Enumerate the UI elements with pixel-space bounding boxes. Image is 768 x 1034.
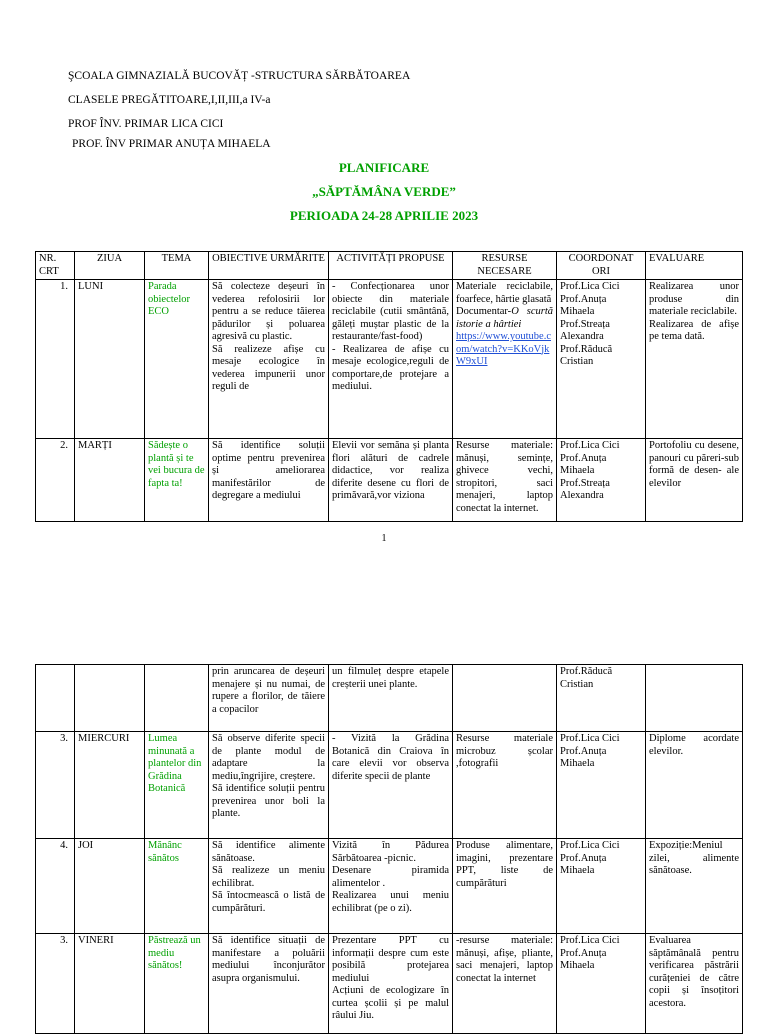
row-theme: Lumea minunată a plantelor din Grădina Botanică <box>145 732 209 839</box>
planning-table-page1 <box>35 251 743 522</box>
teacher-2: PROF. ÎNV PRIMAR ANUȚA MIHAELA <box>72 138 271 150</box>
table-row <box>36 280 743 439</box>
activity-item: Vizită în Pădurea Sărbătoarea -picnic. <box>332 840 449 864</box>
coordinator-name: Prof.Streața Alexandra <box>560 477 610 501</box>
row-theme: Parada obiectelor ECO <box>145 280 209 439</box>
resource-text: Produse alimentare, imagini, prezentare PPT, liste de cumpărături <box>456 840 553 889</box>
evaluation-item: Realizarea unor produse din materiale reciclabile. <box>649 281 739 317</box>
resource-text: -resurse materiale: mănuși, afișe, pliante, saci menajeri, laptop conectat la internet <box>456 935 553 984</box>
activity-item: Realizarea unui meniu echilibrat (pe o zi). <box>332 890 449 914</box>
row-activities <box>329 439 453 522</box>
row-theme: Sădește o plantă și te vei bucura de fapta ta! <box>145 439 209 522</box>
coordinator-name: Prof.Anuța Mihaela <box>560 293 607 317</box>
row-nr: 2. <box>36 439 75 522</box>
activity-item: Elevii vor semăna și planta flori alături de cadrele didactice, vor realiza diferite desene cu flori de primăvară,vor viziona <box>332 440 449 501</box>
row-day <box>75 665 145 732</box>
documentary-label: Documentar- <box>456 306 512 317</box>
row-day: MIERCURI <box>75 732 145 839</box>
objective-item: Să identifice alimente sănătoase. <box>212 840 325 864</box>
objective-item: Să identifice situații de manifestare a poluării mediului înconjurător asupra organismului. <box>212 935 325 984</box>
resource-text: Resurse materiale: mănuși, semințe, ghivece vechi, stropitori, saci menajeri, laptop conectat la internet. <box>456 440 553 514</box>
row-objectives <box>209 839 329 934</box>
evaluation-item: Portofoliu cu desene, panouri cu păreri-sub formă de desen- ale elevilor <box>649 440 739 489</box>
row-objectives <box>209 280 329 439</box>
objective-item: Să realizeze un meniu echilibrat. <box>212 865 325 889</box>
row-resources <box>453 280 557 439</box>
planning-table-page2 <box>35 664 743 1034</box>
row-objectives <box>209 934 329 1034</box>
coordinator-name: Prof.Lica Cici <box>560 935 620 946</box>
row-nr: 3. <box>36 934 75 1034</box>
row-theme: Păstrează un mediu sănătos! <box>145 934 209 1034</box>
table-row <box>36 934 743 1034</box>
activity-item: - Vizită la Grădina Botanică din Craiova în care elevii vor observa diferite specii de plante <box>332 733 449 782</box>
row-activities <box>329 934 453 1034</box>
row-day: LUNI <box>75 280 145 439</box>
row-coordinators <box>557 934 646 1034</box>
page-number: 1 <box>381 533 387 544</box>
coordinator-name: Prof.Răducă Cristian <box>560 666 613 690</box>
table-row <box>36 665 743 732</box>
row-nr: 1. <box>36 280 75 439</box>
row-day: MARȚI <box>75 439 145 522</box>
table-row <box>36 732 743 839</box>
col-header-ziua: ZIUA <box>75 252 145 280</box>
youtube-link[interactable]: https://www.youtube.com/watch?v=KKoVjkW9xUI <box>456 331 551 367</box>
objective-item: Să colecteze deșeuri în vederea refolosirii lor pentru a se reduce tăierea pădurilor și poluarea agresivă cu plastic. <box>212 281 325 342</box>
col-header-tema: TEMA <box>145 252 209 280</box>
activity-item: - Realizarea de afișe cu mesaje ecologice,reguli de comportare,de protejare a mediului. <box>332 343 449 392</box>
row-activities <box>329 839 453 934</box>
row-evaluation <box>646 839 743 934</box>
objective-item: Să identifice soluții optime pentru prevenirea și ameliorarea manifestărilor de degregare a mediului <box>212 440 325 501</box>
row-resources <box>453 665 557 732</box>
coordinator-name: Prof.Lica Cici <box>560 840 620 851</box>
row-objectives <box>209 665 329 732</box>
objective-item: Să identifice soluții pentru prevenirea unor boli la plante. <box>212 783 325 819</box>
row-objectives <box>209 439 329 522</box>
row-nr: 4. <box>36 839 75 934</box>
coordinator-name: Prof.Anuța Mihaela <box>560 852 607 876</box>
evaluation-item: Realizarea de afișe pe tema dată. <box>649 318 739 342</box>
row-nr <box>36 665 75 732</box>
row-evaluation <box>646 280 743 439</box>
classes-line: CLASELE PREGĂTITOARE,I,II,III,a IV-a <box>68 94 271 106</box>
activity-item: - Confecționarea unor obiecte din materiale reciclabile (cutii smântână, gălеți muștar plastic de la restaurante/fast-food) <box>332 281 449 342</box>
coordinator-name: Prof.Anuța Mihaela <box>560 745 607 769</box>
coordinator-name: Prof.Lica Cici <box>560 733 620 744</box>
table-row <box>36 839 743 934</box>
title-planificare: PLANIFICARE <box>338 160 430 175</box>
table-header-row <box>36 252 743 280</box>
evaluation-item: Expoziție:Meniul zilei, alimente sănătoase. <box>649 840 739 876</box>
resource-text: Materiale reciclabile, foarfece, hârtie glasată <box>456 281 553 305</box>
activity-item: Acțiuni de ecologizare în curtea școlii și pe malul râului Jiu. <box>332 985 449 1021</box>
row-objectives <box>209 732 329 839</box>
row-evaluation <box>646 732 743 839</box>
col-header-coordonatori: COORDONAT ORI <box>557 252 646 280</box>
teacher-1: PROF ÎNV. PRIMAR LICA CICI <box>68 118 224 130</box>
row-theme <box>145 665 209 732</box>
resource-text: Resurse materiale microbuz școlar ,fotografii <box>456 733 553 769</box>
objective-item: Să observe diferite specii de plante modul de adaptare la mediu,îngrijire, creștere. <box>212 733 325 782</box>
activity-item: Desenare piramida alimentelor . <box>332 865 449 889</box>
row-nr: 3. <box>36 732 75 839</box>
row-activities <box>329 665 453 732</box>
row-evaluation <box>646 934 743 1034</box>
col-header-nr: NR. CRT <box>36 252 75 280</box>
evaluation-item: Evaluarea săptămânală pentru verificarea păstrării curățeniei de către copii și însoțitori acestora. <box>649 935 739 1009</box>
row-coordinators <box>557 732 646 839</box>
coordinator-name: Prof.Streața Alexandra <box>560 318 610 342</box>
title-saptamana-verde: „SĂPTĂMÂNA VERDE” <box>312 184 456 199</box>
row-resources <box>453 732 557 839</box>
row-resources <box>453 839 557 934</box>
documentary-title: O scurtă istorie a hârtiei <box>456 306 553 330</box>
objective-item: Să întocmească o listă de cumpărături. <box>212 890 325 914</box>
col-header-activitati: ACTIVITĂȚI PROPUSE <box>329 252 453 280</box>
coordinator-name: Prof.Răducă Cristian <box>560 343 613 367</box>
col-header-evaluare: EVALUARE <box>646 252 743 280</box>
col-header-obiective: OBIECTIVE URMĂRITE <box>209 252 329 280</box>
row-coordinators <box>557 439 646 522</box>
coordinator-name: Prof.Anuța Mihaela <box>560 947 607 971</box>
row-activities <box>329 280 453 439</box>
activity-item: un filmuleț despre etapele creșterii unei plante. <box>332 666 449 690</box>
coordinator-name: Prof.Anuța Mihaela <box>560 452 607 476</box>
evaluation-item: Diplome acordate elevilor. <box>649 733 739 757</box>
row-evaluation <box>646 665 743 732</box>
objective-item: prin aruncarea de deșeuri menajere și nu numai, de rupere a florilor, de tăiere a copacilor <box>212 666 325 715</box>
row-theme: Mănânc sănătos <box>145 839 209 934</box>
row-evaluation <box>646 439 743 522</box>
activity-item: Prezentare PPT cu informații despre cum este posibilă protejarea mediului <box>332 935 449 984</box>
row-coordinators <box>557 665 646 732</box>
table-row <box>36 439 743 522</box>
title-perioada: PERIOADA 24-28 APRILIE 2023 <box>289 208 479 223</box>
school-name: ŞCOALA GIMNAZIALĂ BUCOVĂȚ -STRUCTURA SĂRBĂTOAREA <box>68 70 411 82</box>
row-coordinators <box>557 280 646 439</box>
row-activities <box>329 732 453 839</box>
row-coordinators <box>557 839 646 934</box>
row-day: VINERI <box>75 934 145 1034</box>
coordinator-name: Prof.Lica Cici <box>560 281 620 292</box>
row-resources <box>453 439 557 522</box>
objective-item: Să realizeze afișe cu mesaje ecologice în vederea impunerii unor reguli de <box>212 343 325 392</box>
row-resources <box>453 934 557 1034</box>
col-header-resurse: RESURSE NECESARE <box>453 252 557 280</box>
row-day: JOI <box>75 839 145 934</box>
coordinator-name: Prof.Lica Cici <box>560 440 620 451</box>
